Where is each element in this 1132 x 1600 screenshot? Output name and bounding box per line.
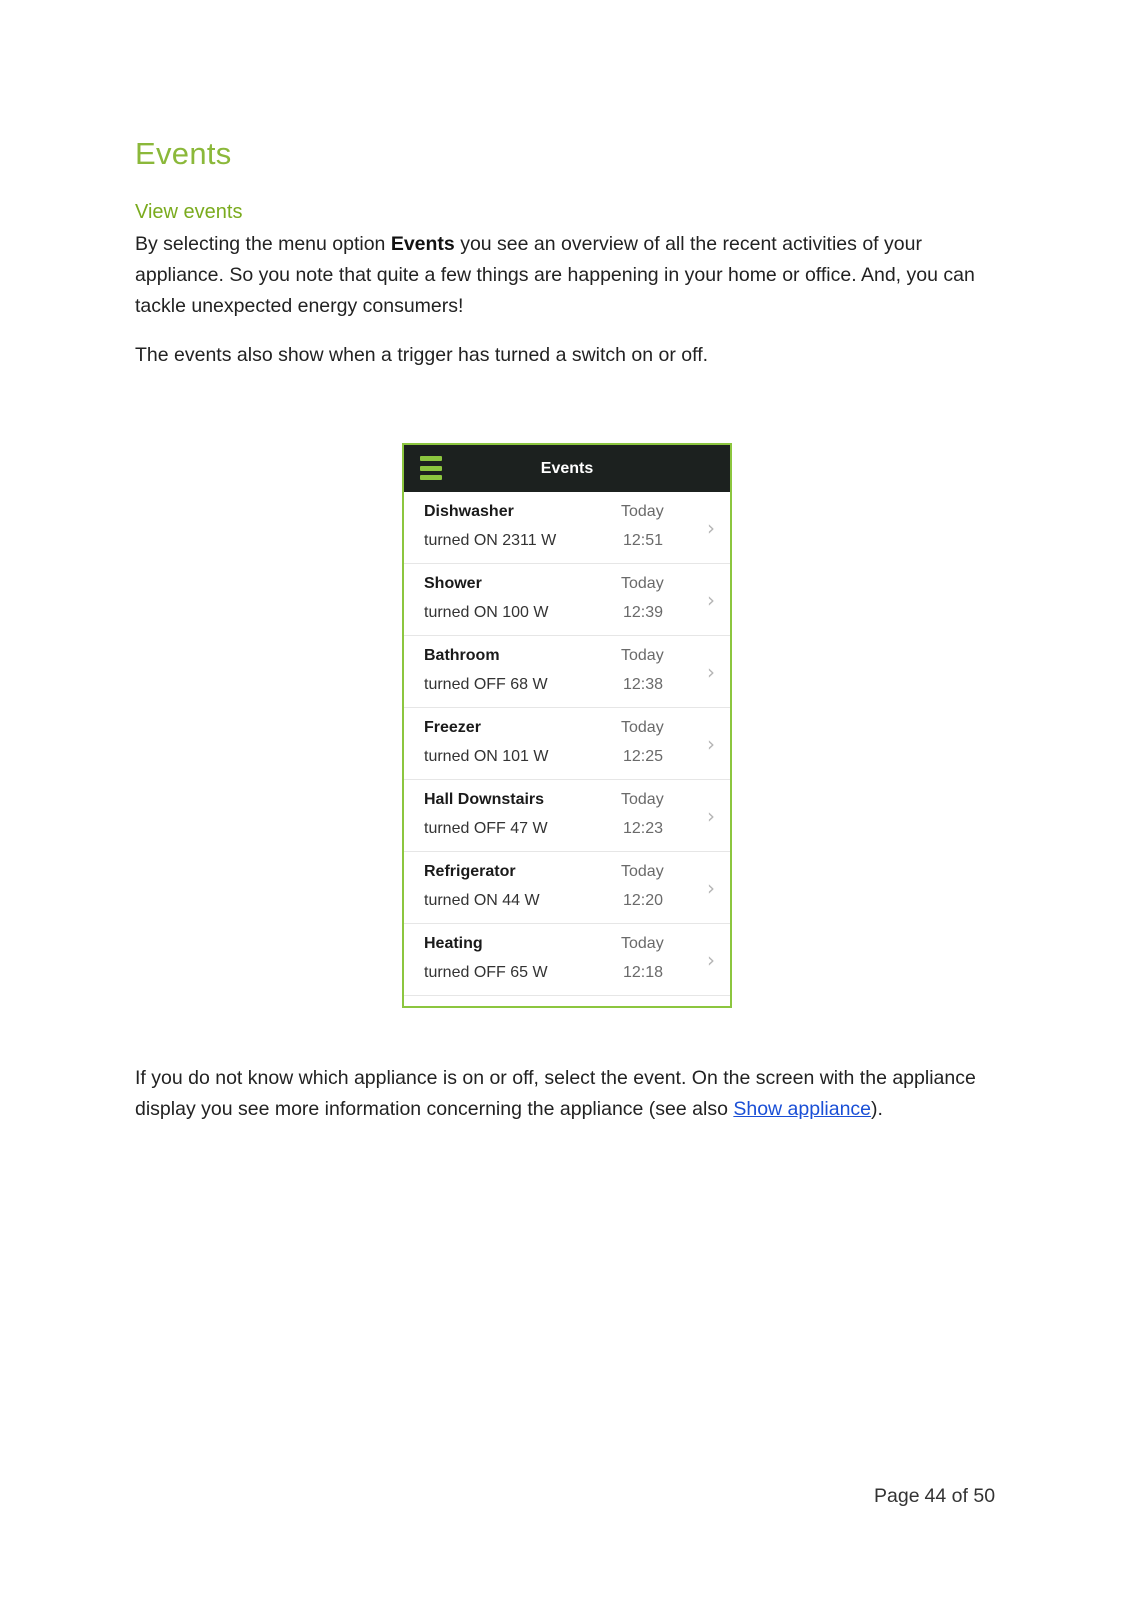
event-status: turned OFF 68 W xyxy=(424,676,548,693)
event-day: Today xyxy=(621,575,664,592)
page-number xyxy=(874,1485,995,1508)
intro-text-end: you see an overview of all the recent activities of your appliance. So you note that quite a few things are happening in your home or office. And, you can tackle unexpected energy consumers! xyxy=(135,233,975,317)
event-time: 12:18 xyxy=(623,964,664,981)
select-event-text-end: ). xyxy=(871,1098,883,1120)
event-day: Today xyxy=(621,647,664,664)
page-of: of xyxy=(951,1485,968,1507)
menu-option-name: Events xyxy=(390,233,455,255)
intro-text-start: By selecting the menu option xyxy=(135,233,391,255)
event-status: turned OFF 65 W xyxy=(424,964,548,981)
trigger-paragraph: The events also show when a trigger has turned a switch on or off. xyxy=(135,344,709,366)
chevron-right-icon: › xyxy=(707,588,715,612)
event-name: Freezer xyxy=(424,719,481,736)
event-name: Hall Downstairs xyxy=(424,791,545,808)
event-day: Today xyxy=(621,503,664,520)
event-row[interactable] xyxy=(404,780,730,852)
event-row[interactable] xyxy=(404,564,730,636)
select-event-paragraph xyxy=(135,1063,995,1125)
event-row[interactable] xyxy=(404,852,730,924)
event-status: turned OFF 47 W xyxy=(424,820,548,837)
page-title: Events xyxy=(135,136,232,171)
event-day: Today xyxy=(621,863,664,880)
event-status: turned ON 101 W xyxy=(424,748,549,765)
event-status: turned ON 44 W xyxy=(424,892,540,909)
event-status: turned ON 100 W xyxy=(424,604,549,621)
event-day: Today xyxy=(621,935,664,952)
event-time: 12:20 xyxy=(623,892,664,909)
chevron-right-icon: › xyxy=(707,660,715,684)
hamburger-menu-icon[interactable] xyxy=(420,456,442,480)
page-total: 50 xyxy=(973,1485,996,1507)
select-event-text: If you do not know which appliance is on or off, select the event. On the screen with the appliance display you see more information concerning the appliance (see also xyxy=(135,1067,976,1120)
event-status: turned ON 2311 W xyxy=(424,532,557,549)
chevron-right-icon: › xyxy=(707,516,715,540)
event-day: Today xyxy=(621,719,664,736)
event-time: 12:23 xyxy=(623,820,664,837)
page-label: Page xyxy=(874,1485,920,1507)
event-row[interactable] xyxy=(404,636,730,708)
section-title: View events xyxy=(135,201,243,223)
chevron-right-icon: › xyxy=(707,948,715,972)
event-name: Bathroom xyxy=(424,647,500,664)
event-day: Today xyxy=(621,791,664,808)
event-time: 12:38 xyxy=(623,676,664,693)
event-row[interactable] xyxy=(404,924,730,996)
event-name: Heating xyxy=(424,935,483,952)
chevron-right-icon: › xyxy=(707,732,715,756)
event-name: Shower xyxy=(424,575,482,592)
event-row[interactable] xyxy=(404,708,730,780)
intro-paragraph xyxy=(135,229,995,322)
app-header-title: Events xyxy=(540,459,594,477)
chevron-right-icon: › xyxy=(707,804,715,828)
event-name: Dishwasher xyxy=(424,503,514,520)
events-screenshot xyxy=(402,443,732,1008)
event-row[interactable] xyxy=(404,492,730,564)
app-header xyxy=(404,445,730,492)
event-time: 12:39 xyxy=(623,604,664,621)
event-time: 12:25 xyxy=(623,748,664,765)
event-name: Refrigerator xyxy=(424,863,516,880)
chevron-right-icon: › xyxy=(707,876,715,900)
event-time: 12:51 xyxy=(623,532,664,549)
page-current: 44 xyxy=(924,1485,947,1507)
show-appliance-link[interactable]: Show appliance xyxy=(733,1098,872,1120)
